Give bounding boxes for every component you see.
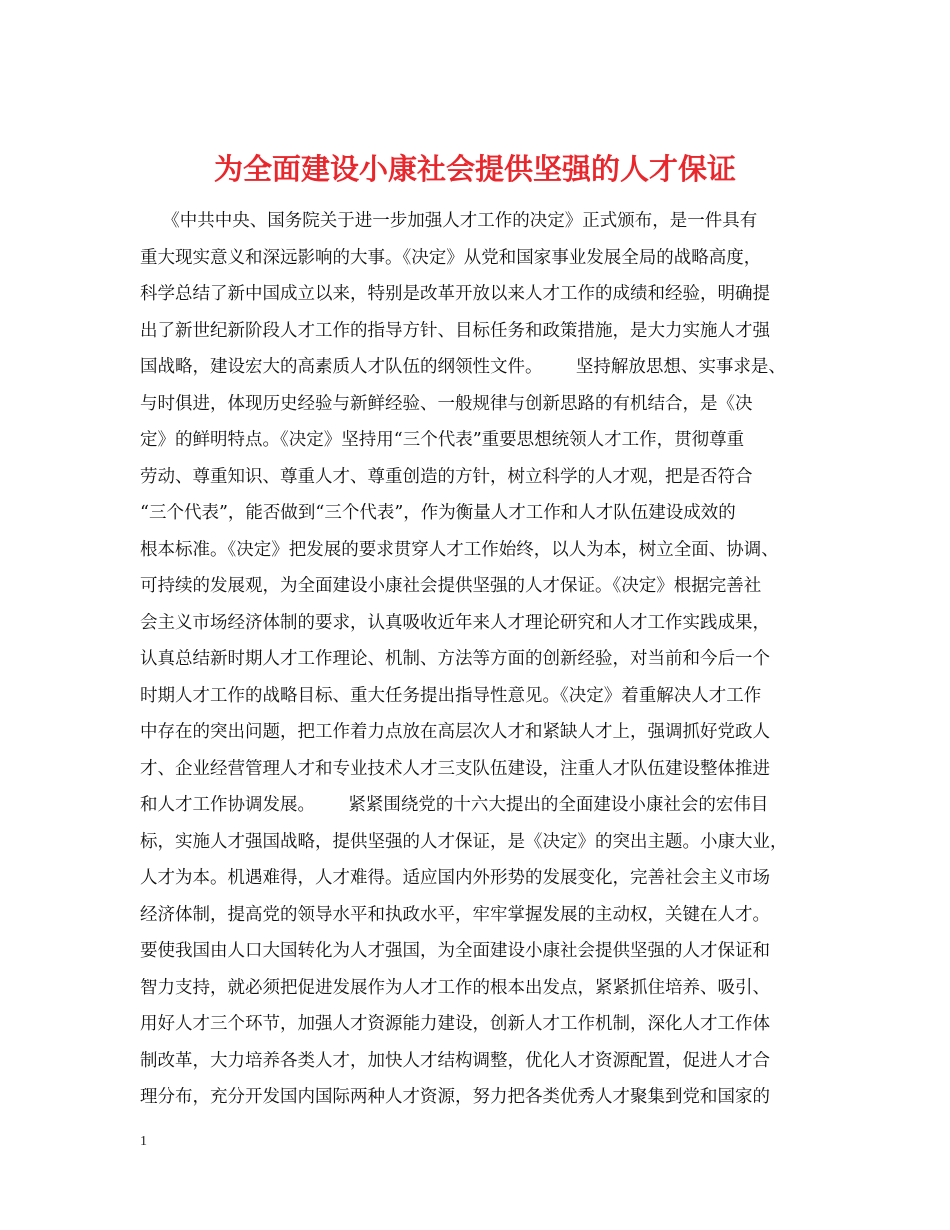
document-title: 为全面建设小康社会提供坚强的人才保证 xyxy=(213,152,736,187)
body-line: 才、企业经营管理人才和专业技术人才三支队伍建设，注重人才队伍建设整体推进 xyxy=(140,758,770,779)
body-line: 中存在的突出问题，把工作着力点放在高层次人才和紧缺人才上，强调抓好党政人 xyxy=(140,722,770,742)
body-line: 与时俱进，体现历史经验与新鲜经验、一般规律与创新思路的有机结合，是《决 xyxy=(140,393,753,414)
body-line: 科学总结了新中国成立以来，特别是改革开放以来人才工作的成绩和经验，明确提 xyxy=(140,284,770,304)
body-line: 可持续的发展观，为全面建设小康社会提供坚强的人才保证。《决定》根据完善社 xyxy=(140,576,762,596)
body-line: 会主义市场经济体制的要求，认真吸收近年来人才理论研究和人才工作实践成果， xyxy=(140,612,770,633)
body-line: 人才为本。机遇难得，人才难得。适应国内外形势的发展变化，完善社会主义市场 xyxy=(140,868,770,888)
body-line: “三个代表”，能否做到“三个代表”，作为衡量人才工作和人才队伍建设成效的 xyxy=(140,503,736,523)
body-line: 出了新世纪新阶段人才工作的指导方针、目标任务和政策措施，是大力实施人才强 xyxy=(140,320,770,341)
page-number: 1 xyxy=(140,1134,147,1149)
body-line: 认真总结新时期人才工作理论、机制、方法等方面的创新经验，对当前和今后一个 xyxy=(140,649,770,669)
body-line: 劳动、尊重知识、尊重人才、尊重创造的方针，树立科学的人才观，把是否符合 xyxy=(140,466,753,487)
body-line: 定》的鲜明特点。《决定》坚持用“三个代表”重要思想统领人才工作，贯彻尊重 xyxy=(140,430,745,450)
body-line: 要使我国由人口大国转化为人才强国，为全面建设小康社会提供坚强的人才保证和 xyxy=(140,941,770,961)
body-line: 和人才工作协调发展。 紧紧围绕党的十六大提出的全面建设小康社会的宏伟目 xyxy=(140,795,769,815)
body-line: 标，实施人才强国战略，提供坚强的人才保证，是《决定》的突出主题。小康大业， xyxy=(140,831,788,852)
body-line: 《中共中央、国务院关于进一步加强人才工作的决定》正式颁布，是一件具有 xyxy=(140,211,758,231)
body-line: 国战略，建设宏大的高素质人才队伍的纲领性文件。 坚持解放思想、实事求是、 xyxy=(140,357,786,377)
body-line: 智力支持，就必须把促进发展作为人才工作的根本出发点，紧紧抓住培养、吸引、 xyxy=(140,977,770,998)
document-body xyxy=(140,203,830,1116)
body-line: 根本标准。《决定》把发展的要求贯穿人才工作始终，以人为本，树立全面、协调、 xyxy=(140,539,779,560)
body-line: 理分布，充分开发国内国际两种人才资源，努力把各类优秀人才聚集到党和国家的 xyxy=(140,1087,770,1107)
body-line: 经济体制，提高党的领导水平和执政水平，牢牢掌握发展的主动权，关键在人才。 xyxy=(140,904,770,925)
body-line: 制改革，大力培养各类人才，加快人才结构调整，优化人才资源配置，促进人才合 xyxy=(140,1050,770,1071)
body-line: 时期人才工作的战略目标、重大任务提出指导性意见。《决定》着重解决人才工作 xyxy=(140,685,762,706)
body-line: 用好人才三个环节，加强人才资源能力建设，创新人才工作机制，深化人才工作体 xyxy=(140,1014,770,1034)
body-line: 重大现实意义和深远影响的大事。《决定》从党和国家事业发展全局的战略高度， xyxy=(140,247,762,268)
